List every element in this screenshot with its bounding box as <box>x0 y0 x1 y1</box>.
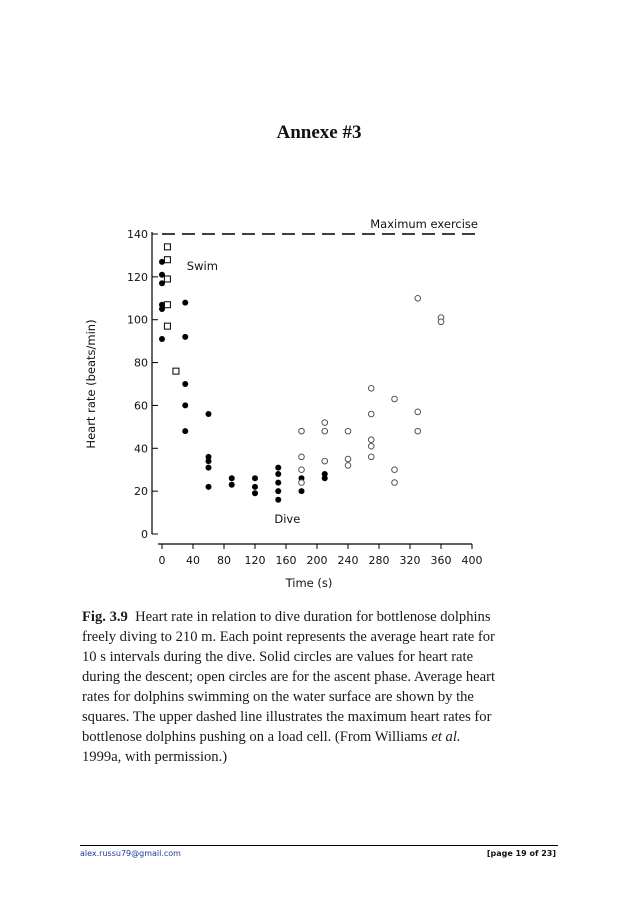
swim-point <box>164 244 170 250</box>
swim-point <box>164 276 170 282</box>
x-tick-label: 400 <box>461 554 483 567</box>
x-tick-label: 120 <box>244 554 266 567</box>
ascent-point <box>392 480 398 486</box>
descent-point <box>182 402 188 408</box>
ascent-point <box>415 428 421 434</box>
descent-point <box>252 490 258 496</box>
ascent-point <box>299 454 305 460</box>
x-axis-label: Time (s) <box>285 576 333 590</box>
y-tick-label: 40 <box>134 442 148 456</box>
x-tick-label: 0 <box>158 554 166 567</box>
x-tick-label: 320 <box>399 554 421 567</box>
descent-point <box>229 475 235 481</box>
ascent-point <box>415 409 421 415</box>
descent-point <box>322 475 328 481</box>
descent-point <box>252 484 258 490</box>
ascent-point <box>299 467 305 473</box>
y-tick-label: 120 <box>127 270 148 284</box>
ascent-point <box>322 458 328 464</box>
caption-label: Fig. 3.9 <box>82 609 128 625</box>
descent-point <box>206 458 212 464</box>
descent-point <box>182 300 188 306</box>
descent-point <box>182 381 188 387</box>
ascent-point <box>345 428 351 434</box>
x-tick-label: 360 <box>430 554 452 567</box>
y-tick-label: 100 <box>127 313 148 327</box>
x-tick-label: 80 <box>217 554 231 567</box>
y-tick-label: 140 <box>127 228 148 241</box>
x-tick-label: 240 <box>337 554 359 567</box>
descent-point <box>275 488 281 494</box>
descent-point <box>299 488 305 494</box>
footer-divider <box>80 845 558 846</box>
descent-point <box>182 428 188 434</box>
descent-point <box>252 475 258 481</box>
y-tick-label: 0 <box>141 528 148 541</box>
caption-italic: et al. <box>431 729 461 745</box>
footer-email[interactable]: alex.russu79@gmail.com <box>80 849 181 858</box>
x-tick-label: 160 <box>275 554 297 567</box>
caption-text: Heart rate in relation to dive duration for bottlenose dolphins freely diving to 210 m. Each point represents the average heart rate for 10 s intervals during the dive. Solid circles are values for heart rate during the descent; open circles are for the ascent phase. Average heart rates for dolphins swimming on the water surface are shown by the squares. The upper dashed line illustrates the maximum heart rates for bottlenose dolphins pushing on a load cell. (From Williams <box>82 609 496 745</box>
annotation-dive: Dive <box>274 512 301 526</box>
descent-point <box>206 465 212 471</box>
ascent-point <box>392 467 398 473</box>
max-exercise-label: Maximum exercise <box>370 217 478 231</box>
ascent-point <box>368 411 374 417</box>
caption-text-end: 1999a, with permission.) <box>82 749 228 765</box>
ascent-point <box>392 396 398 402</box>
descent-point <box>275 497 281 503</box>
swim-point <box>164 302 170 308</box>
y-tick-label: 60 <box>134 399 148 413</box>
descent-point <box>206 484 212 490</box>
ascent-point <box>368 443 374 449</box>
ascent-point <box>345 463 351 469</box>
descent-point <box>182 334 188 340</box>
figure-caption <box>82 607 502 767</box>
y-tick-label: 80 <box>134 356 148 370</box>
ascent-point <box>299 428 305 434</box>
ascent-point <box>368 437 374 443</box>
descent-point <box>275 465 281 471</box>
x-tick-label: 40 <box>186 554 200 567</box>
ascent-point <box>368 385 374 391</box>
descent-point <box>275 471 281 477</box>
ascent-point <box>299 480 305 486</box>
descent-point <box>229 482 235 488</box>
annotation-swim: Swim <box>186 259 218 274</box>
ascent-point <box>368 454 374 460</box>
footer-page-number: [page 19 of 23] <box>486 849 556 858</box>
y-tick-label: 20 <box>134 485 148 499</box>
ascent-point <box>438 319 444 325</box>
descent-point <box>159 336 165 342</box>
page-heading: Annexe #3 <box>276 122 362 143</box>
x-tick-label: 200 <box>306 554 328 567</box>
ascent-point <box>322 428 328 434</box>
descent-point <box>275 480 281 486</box>
descent-point <box>206 411 212 417</box>
y-axis-label: Heart rate (beats/min) <box>84 319 98 449</box>
swim-point <box>164 257 170 263</box>
swim-point <box>164 323 170 329</box>
ascent-point <box>345 456 351 462</box>
swim-point <box>173 368 179 374</box>
ascent-point <box>322 420 328 426</box>
heart-rate-chart <box>80 212 490 590</box>
ascent-point <box>415 295 421 301</box>
x-tick-label: 280 <box>368 554 390 567</box>
